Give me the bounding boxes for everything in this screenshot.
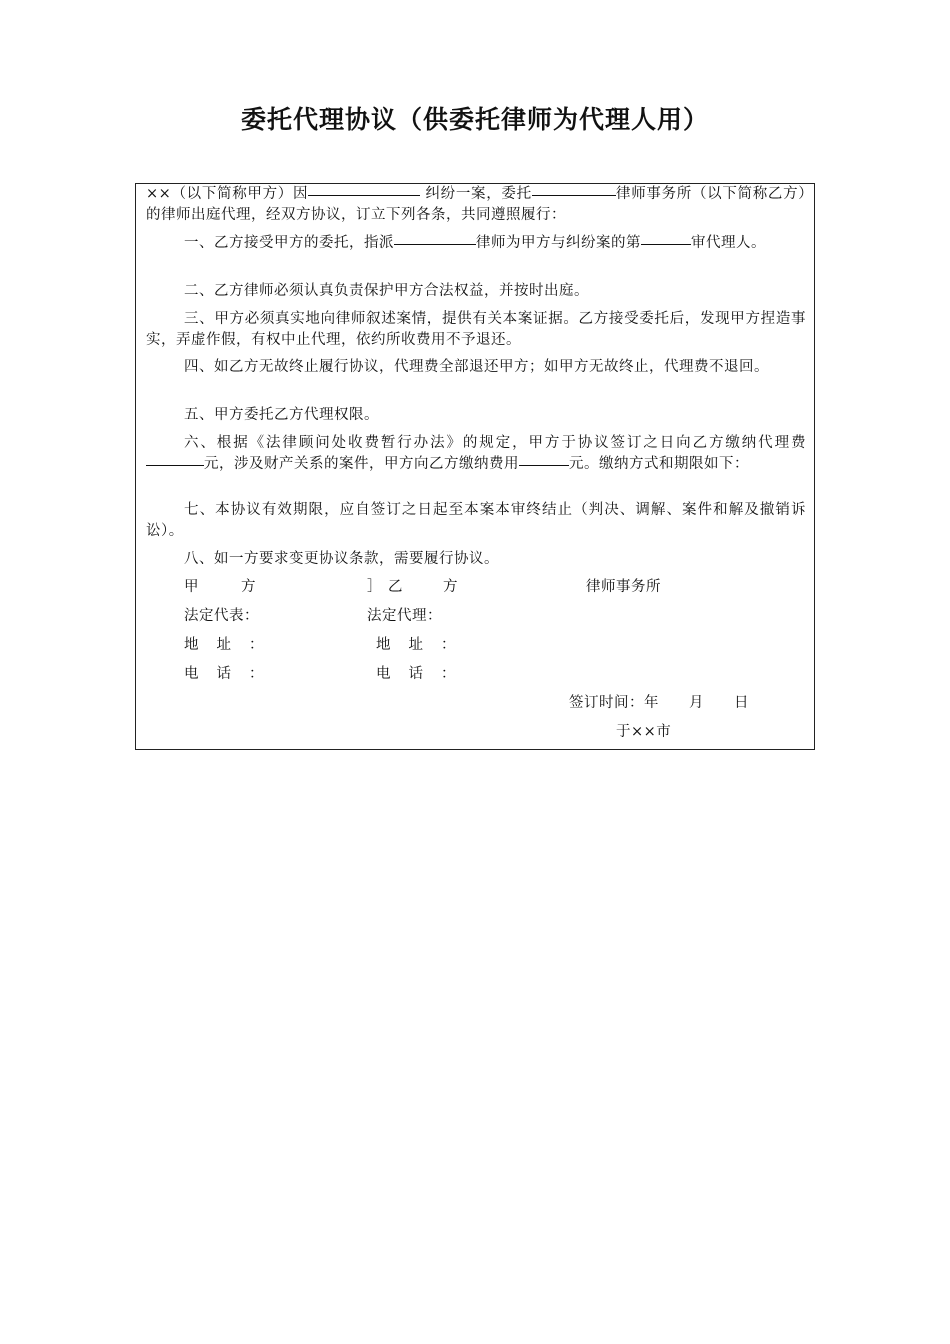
agreement-box xyxy=(135,183,815,750)
law-firm-label: 律师事务所 xyxy=(586,579,661,595)
clause-1-text-2: 律师为甲方与纠纷案的第 xyxy=(476,235,641,251)
clause-7: 七、本协议有效期限，应自签订之日起至本案本审终结止（判决、调解、案件和解及撤销诉讼）。 xyxy=(146,502,806,539)
clause-2: 二、乙方律师必须认真负责保护甲方合法权益，并按时出庭。 xyxy=(184,283,589,299)
intro-text-1: ××（以下简称甲方）因 xyxy=(146,186,309,202)
intro-text-2: 纠纷一案，委托 xyxy=(420,186,532,202)
clause-8: 八、如一方要求变更协议条款，需要履行协议。 xyxy=(184,551,499,567)
party-a-address-label: 地址： xyxy=(184,637,264,653)
signing-date: 签订时间：年 月 日 xyxy=(569,695,749,711)
signing-place: 于××市 xyxy=(616,724,672,740)
party-b-address-label: 地址： xyxy=(376,637,456,653)
document-title: 委托代理协议（供委托律师为代理人用） xyxy=(240,105,709,134)
party-a-label: 甲方 xyxy=(184,579,256,595)
dispute-blank xyxy=(308,194,420,196)
intro-text-3: 律师事务所（以下简称乙方）的律师出庭代理，经双方协议，订立下列各条，共同遵照履行： xyxy=(146,186,807,223)
legal-representative-label: 法定代表： xyxy=(184,608,259,624)
intro-paragraph xyxy=(146,184,806,226)
instance-blank xyxy=(641,243,691,245)
party-b-label: 乙方 xyxy=(388,579,458,595)
clause-4: 四、如乙方无故终止履行协议，代理费全部退还甲方；如甲方无故终止，代理费不退回。 xyxy=(184,359,769,375)
party-b-phone-label: 电话： xyxy=(376,666,456,682)
firm-blank xyxy=(532,194,616,196)
clause-1-text-1: 一、乙方接受甲方的委托，指派 xyxy=(184,235,394,251)
party-a-phone-label: 电话： xyxy=(184,666,264,682)
clause-3: 三、甲方必须真实地向律师叙述案情，提供有关本案证据。乙方接受委托后，发现甲方捏造事实，弄虚作假，有权中止代理，依约所收费用不予退还。 xyxy=(146,311,806,348)
clause-6-text-3: 元。缴纳方式和期限如下： xyxy=(569,456,749,472)
property-fee-blank xyxy=(519,464,569,466)
legal-agent-label: 法定代理： xyxy=(367,608,442,624)
clause-1 xyxy=(146,233,806,254)
party-b-bracket: ］ xyxy=(367,579,382,595)
clause-6-text-2: 元，涉及财产关系的案件，甲方向乙方缴纳费用 xyxy=(204,456,519,472)
clause-5: 五、甲方委托乙方代理权限。 xyxy=(184,407,379,423)
clause-6-text-1: 六、根据《法律顾问处收费暂行办法》的规定，甲方于协议签订之日向乙方缴纳代理费 xyxy=(184,435,806,451)
lawyer-blank xyxy=(394,243,476,245)
clause-1-text-3: 审代理人。 xyxy=(691,235,766,251)
clause-6 xyxy=(146,433,806,475)
fee-blank xyxy=(146,464,204,466)
